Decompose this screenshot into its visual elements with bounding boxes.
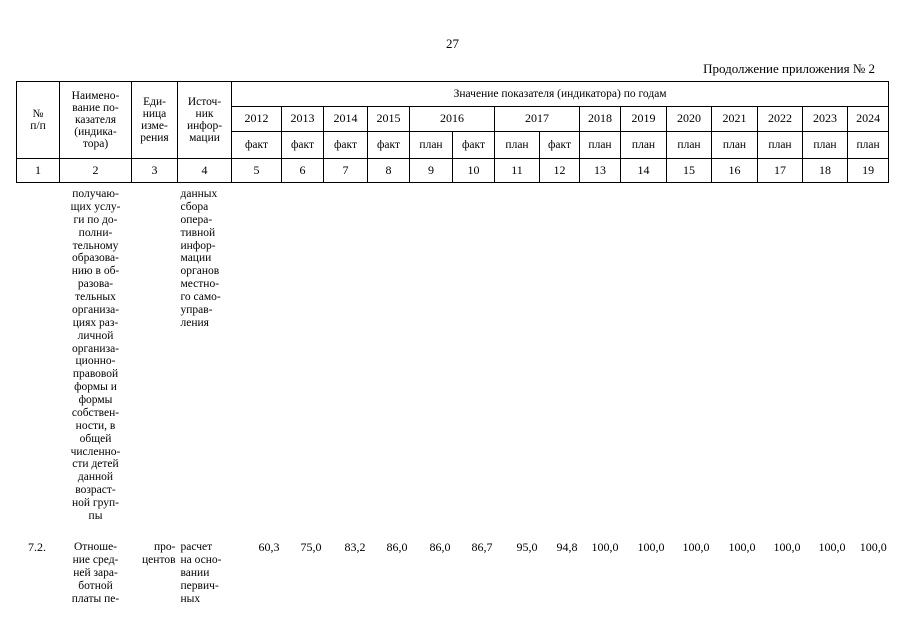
column-number: 12: [540, 159, 580, 183]
column-number: 10: [453, 159, 495, 183]
header-year: 2023: [803, 107, 848, 132]
header-status: план: [803, 132, 848, 159]
header-source: Источ- ник инфор- мации: [178, 82, 232, 159]
column-number: 3: [132, 159, 178, 183]
column-number: 17: [758, 159, 803, 183]
header-status: факт: [368, 132, 410, 159]
table-row: [17, 533, 889, 605]
continuation-note: Продолжение приложения № 2: [703, 61, 875, 76]
header-year: 2016: [410, 107, 495, 132]
value-cell: 60,3: [258, 540, 280, 554]
header-status: план: [410, 132, 453, 159]
header-status: план: [758, 132, 803, 159]
value-cell: 94,8: [556, 540, 578, 554]
column-number: 6: [282, 159, 324, 183]
header-status: факт: [540, 132, 580, 159]
column-number: 11: [495, 159, 540, 183]
value-cell: 100,0: [818, 540, 846, 554]
row-number: [17, 183, 60, 534]
column-number: 9: [410, 159, 453, 183]
header-status: факт: [282, 132, 324, 159]
source: расчет на осно- вании первич- ных: [180, 541, 222, 605]
column-number: 14: [621, 159, 667, 183]
header-year: 2017: [495, 107, 580, 132]
header-status: план: [580, 132, 621, 159]
value-cell: 100,0: [773, 540, 801, 554]
values-empty: [232, 183, 889, 534]
column-number: 8: [368, 159, 410, 183]
header-year: 2012: [232, 107, 282, 132]
header-year: 2018: [580, 107, 621, 132]
value-cell: 100,0: [728, 540, 756, 554]
header-year: 2020: [667, 107, 712, 132]
value-cell: 86,0: [386, 540, 408, 554]
value-cell: 100,0: [591, 540, 619, 554]
header-unit: Еди- ница изме- рения: [132, 82, 178, 159]
unit: [132, 183, 178, 534]
column-number: 13: [580, 159, 621, 183]
header-status: факт: [232, 132, 282, 159]
column-number: 4: [178, 159, 232, 183]
header-year: 2014: [324, 107, 368, 132]
column-number: 1: [17, 159, 60, 183]
value-cell: 86,7: [471, 540, 493, 554]
column-number: 2: [60, 159, 132, 183]
header-status: план: [848, 132, 889, 159]
header-values-by-year: Значение показателя (индикатора) по годам: [232, 82, 889, 107]
column-number: 5: [232, 159, 282, 183]
header-year: 2015: [368, 107, 410, 132]
header-status: план: [621, 132, 667, 159]
column-number: 16: [712, 159, 758, 183]
column-number: 7: [324, 159, 368, 183]
unit: про- центов: [142, 541, 176, 566]
column-number: 15: [667, 159, 712, 183]
table-row: [17, 183, 889, 534]
header-indicator-name: Наимено- вание по- казателя (индика- тора): [60, 82, 132, 159]
header-year: 2013: [282, 107, 324, 132]
column-number: 19: [848, 159, 889, 183]
value-cell: 86,0: [429, 540, 451, 554]
header-year: 2022: [758, 107, 803, 132]
header-status: план: [712, 132, 758, 159]
header-year: 2019: [621, 107, 667, 132]
value-cell: 100,0: [859, 540, 887, 554]
column-number: 18: [803, 159, 848, 183]
value-cell: 95,0: [516, 540, 538, 554]
source: данных сбора опера- тивной инфор- мации органов местно- го само- управ- ления: [180, 188, 221, 329]
page-number: 27: [446, 36, 459, 51]
value-cell: 100,0: [637, 540, 665, 554]
indicator-name: получаю- щих услу- ги по до- полни- тельному образова- нию в об- разова- тельных организа- циях раз- личной организа- ционно- правовой формы и формы собствен- ности, в общей численно- сти детей данной возраст- ной груп- пы: [70, 188, 121, 522]
indicators-table: [16, 81, 889, 605]
header-status: план: [667, 132, 712, 159]
header-status: факт: [324, 132, 368, 159]
header-year: 2024: [848, 107, 889, 132]
header-number: № п/п: [17, 82, 60, 159]
value-cell: 100,0: [682, 540, 710, 554]
header-year: 2021: [712, 107, 758, 132]
header-status: факт: [453, 132, 495, 159]
value-cell: 83,2: [344, 540, 366, 554]
value-cell: 75,0: [300, 540, 322, 554]
indicator-name: Отноше- ние сред- ней зара- ботной платы пе-: [71, 541, 120, 605]
row-number: 7.2.: [28, 540, 46, 554]
header-status: план: [495, 132, 540, 159]
